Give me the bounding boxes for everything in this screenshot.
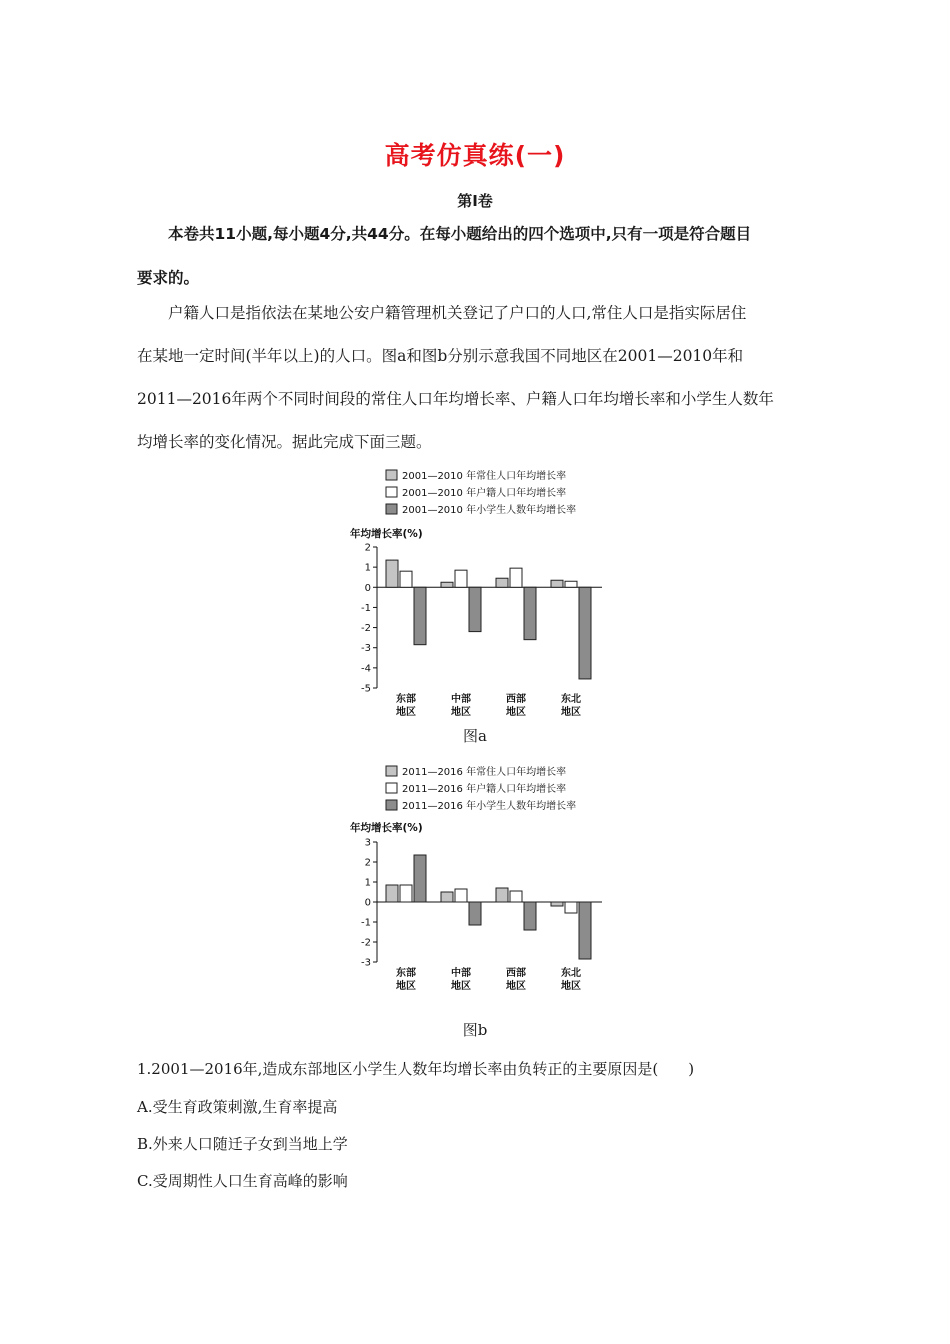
bar [565,902,577,913]
legend-label: 2011—2016 年户籍人口年均增长率 [402,784,567,795]
bar [510,568,522,587]
y-tick-label: -5 [361,683,371,695]
bar [551,902,563,906]
bar [510,891,522,902]
bar [496,578,508,587]
option-b[interactable]: B.外来人口随迁子女到当地上学 [137,1135,348,1153]
x-category-label: 地区 [561,707,581,718]
section-heading: 第Ⅰ卷 [457,192,493,210]
y-axis-label: 年均增长率(%) [350,528,423,540]
bar [386,560,398,587]
bar [414,587,426,644]
y-tick-label: 1 [364,562,371,574]
bar [414,855,426,902]
bar [441,892,453,902]
legend-label: 2001—2010 年小学生人数年均增长率 [402,505,577,516]
x-category-label: 地区 [506,981,526,992]
legend-swatch [386,504,397,514]
x-category-label: 东北 [561,968,581,979]
y-tick-label: -2 [361,937,371,949]
chart-a-caption: 图a [463,727,487,745]
passage-line: 在某地一定时间(半年以上)的人口。图a和图b分别示意我国不同地区在2001—2010年和 [137,347,744,365]
bar [579,587,591,679]
passage-line: 户籍人口是指依法在某地公安户籍管理机关登记了户口的人口,常住人口是指实际居住 [168,304,747,322]
y-tick-label: 2 [364,857,371,869]
x-category-label: 东部 [396,694,416,705]
legend-label: 2001—2010 年常住人口年均增长率 [402,471,567,482]
y-tick-label: 0 [364,582,371,594]
option-c[interactable]: C.受周期性人口生育高峰的影响 [137,1172,348,1190]
x-category-label: 地区 [396,981,416,992]
legend-swatch [386,470,397,480]
y-tick-label: -1 [361,917,371,929]
instructions [137,212,817,300]
y-tick-label: 1 [364,877,371,889]
y-tick-label: -2 [361,623,371,635]
x-category-label: 中部 [451,968,471,979]
y-tick-label: 3 [364,837,371,849]
bar [455,889,467,902]
bar [386,885,398,902]
bar [400,571,412,587]
x-category-label: 地区 [451,981,471,992]
legend-swatch [386,783,397,793]
bar [469,587,481,631]
x-category-label: 东北 [561,694,581,705]
passage-line: 2011—2016年两个不同时间段的常住人口年均增长率、户籍人口年均增长率和小学生人数年 [137,390,774,408]
bar [524,587,536,639]
legend-swatch [386,766,397,776]
passage-line: 均增长率的变化情况。据此完成下面三题。 [137,433,432,451]
bar [565,581,577,587]
y-tick-label: 2 [364,542,371,554]
instructions-line: 本卷共11小题,每小题4分,共44分。在每小题给出的四个选项中,只有一项是符合题目 [168,225,752,243]
question-stem: 1.2001—2016年,造成东部地区小学生人数年均增长率由负转正的主要原因是( ) [137,1060,695,1078]
passage [137,292,817,464]
bar [469,902,481,925]
option-a[interactable]: A.受生育政策刺激,生育率提高 [137,1098,338,1116]
bar [496,888,508,902]
instructions-line: 要求的。 [137,269,200,287]
x-category-label: 地区 [561,981,581,992]
chart-b [340,758,610,1003]
chart-a [340,462,610,718]
bar [551,580,563,587]
y-tick-label: 0 [364,897,371,909]
legend-label: 2011—2016 年常住人口年均增长率 [402,767,567,778]
x-category-label: 地区 [396,707,416,718]
bar [400,885,412,902]
y-tick-label: -4 [361,663,371,675]
bar [524,902,536,930]
legend-swatch [386,487,397,497]
x-category-label: 中部 [451,694,471,705]
x-category-label: 地区 [506,707,526,718]
legend-swatch [386,800,397,810]
y-tick-label: -3 [361,957,371,969]
bar [579,902,591,959]
x-category-label: 西部 [506,694,526,705]
legend-label: 2011—2016 年小学生人数年均增长率 [402,801,577,812]
page-title: 高考仿真练(一) [384,141,566,170]
x-category-label: 东部 [396,968,416,979]
x-category-label: 西部 [506,968,526,979]
legend-label: 2001—2010 年户籍人口年均增长率 [402,488,567,499]
x-category-label: 地区 [451,707,471,718]
y-tick-label: -1 [361,602,371,614]
y-axis-label: 年均增长率(%) [350,822,423,834]
bar [455,570,467,587]
y-tick-label: -3 [361,643,371,655]
bar [441,582,453,587]
chart-b-caption: 图b [462,1021,488,1039]
